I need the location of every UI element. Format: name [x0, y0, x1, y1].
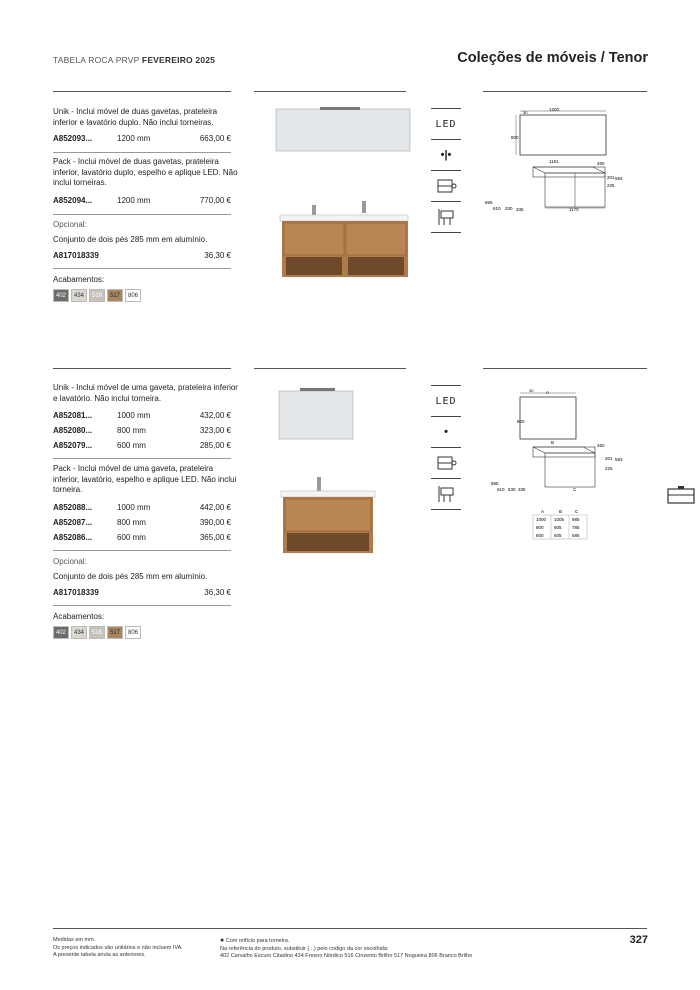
- shelf-right: [348, 257, 404, 275]
- divider: [53, 268, 231, 269]
- divider: [53, 550, 231, 551]
- product-price: 770,00 €: [199, 196, 231, 205]
- optional-description: Conjunto de dois pés 285 mm em alumínio.: [53, 235, 208, 244]
- product-row: [53, 588, 231, 597]
- product-row: [53, 134, 231, 143]
- catalog-header: [53, 55, 215, 65]
- swatch-516: 516: [89, 289, 105, 302]
- product-row: [53, 411, 231, 420]
- finishes-label: Acabamentos:: [53, 612, 105, 621]
- svg-text:335: 335: [516, 207, 524, 212]
- product-price: 663,00 €: [199, 134, 231, 143]
- svg-text:785: 785: [572, 525, 580, 530]
- svg-text:1200: 1200: [549, 107, 560, 112]
- svg-text:1005: 1005: [554, 517, 565, 522]
- product-code: A817018339: [53, 251, 99, 260]
- product-row: [53, 533, 231, 542]
- product-size: 600 mm: [117, 441, 146, 450]
- footer-notes: Medidas em mm. Os preços indicados são unitários e não incluem IVA. A presente tabela anula as anteriores.: [53, 937, 183, 958]
- divider: [53, 91, 231, 92]
- swatch-402: 402: [53, 289, 69, 302]
- product-price: 285,00 €: [199, 441, 231, 450]
- divider: [483, 368, 647, 369]
- svg-text:585: 585: [572, 533, 580, 538]
- product-image-double-vanity: [270, 105, 415, 280]
- product-row: [53, 503, 231, 512]
- product-row: [53, 441, 231, 450]
- single-tap-hole-icon: •: [431, 416, 461, 447]
- svg-text:A: A: [541, 509, 545, 514]
- product-code: A852079...: [53, 441, 93, 450]
- product-code: A817018339: [53, 588, 99, 597]
- product-size: 1200 mm: [117, 196, 151, 205]
- svg-text:B: B: [551, 440, 555, 445]
- pack-description: Pack - Inclui móvel de duas gavetas, prateleira inferior, lavatório duplo, espelho e aplique LED. Não inclui torneiras.: [53, 157, 238, 187]
- svg-text:460: 460: [597, 443, 605, 448]
- catalog-date: FEVEREIRO 2025: [141, 55, 216, 65]
- svg-text:C: C: [573, 487, 577, 492]
- led-light: [320, 107, 360, 110]
- tap-hole-bullet-icon: ●: [220, 937, 225, 944]
- faucet: [317, 477, 321, 491]
- divider: [483, 91, 647, 92]
- product-price: 442,00 €: [199, 503, 231, 512]
- swatch-806: 806: [125, 289, 141, 302]
- product-code: A852094...: [53, 196, 93, 205]
- svg-text:225: 225: [605, 466, 613, 471]
- product-code: A852086...: [53, 533, 93, 542]
- finish-swatches: [53, 626, 141, 639]
- led-icon: LED: [431, 385, 461, 416]
- svg-text:225: 225: [607, 183, 615, 188]
- svg-text:605: 605: [554, 533, 562, 538]
- shelf-left: [286, 257, 342, 275]
- swatch-516: 516: [89, 626, 105, 639]
- swatch-402: 402: [53, 626, 69, 639]
- svg-text:201: 201: [605, 456, 613, 461]
- divider: [53, 605, 231, 606]
- product-price: 36,30 €: [204, 588, 231, 597]
- page-number: 327: [629, 934, 648, 946]
- divider: [53, 458, 231, 459]
- feature-icons: [431, 108, 461, 233]
- page-title: Coleções de móveis / Tenor: [457, 50, 648, 66]
- feature-icons: [431, 385, 461, 510]
- svg-text:865: 865: [491, 481, 499, 486]
- pack-description: Pack - Inclui móvel de uma gaveta, prateleira inferior, lavatório, espelho e aplique LED. Não inclui torneira.: [53, 464, 237, 494]
- svg-text:460: 460: [597, 161, 605, 166]
- dimension-table: [533, 509, 587, 539]
- svg-text:600: 600: [536, 533, 544, 538]
- drawing-mirror: [520, 115, 606, 155]
- divider: [254, 368, 406, 369]
- drawer-icon: [431, 447, 461, 478]
- mirror: [276, 109, 410, 151]
- product-image-single-vanity: [275, 385, 385, 565]
- wall-hung-icon: [431, 201, 461, 233]
- divider: [53, 368, 231, 369]
- wall-hung-icon: [431, 478, 461, 510]
- svg-text:A: A: [546, 390, 550, 395]
- swatch-517: 517: [107, 626, 123, 639]
- product-size: 800 mm: [117, 518, 146, 527]
- svg-text:985: 985: [572, 517, 580, 522]
- optional-description: Conjunto de dois pés 285 mm em alumínio.: [53, 572, 208, 581]
- product-code: A852080...: [53, 426, 93, 435]
- footer-divider: [53, 928, 647, 929]
- svg-text:610: 610: [497, 487, 505, 492]
- product-row: [53, 426, 231, 435]
- product-row: [53, 196, 231, 205]
- svg-text:330: 330: [505, 206, 513, 211]
- led-light: [300, 388, 335, 391]
- divider: [53, 152, 231, 153]
- svg-text:583: 583: [615, 176, 623, 181]
- product-row: [53, 251, 231, 260]
- drawer: [285, 499, 371, 531]
- swatch-806: 806: [125, 626, 141, 639]
- product-price: 323,00 €: [199, 426, 231, 435]
- product-price: 36,30 €: [204, 251, 231, 260]
- product-code: A852081...: [53, 411, 93, 420]
- optional-label: Opcional:: [53, 220, 87, 229]
- product-code: A852087...: [53, 518, 93, 527]
- swatch-434: 434: [71, 626, 87, 639]
- product-size: 1000 mm: [117, 503, 151, 512]
- svg-text:335: 335: [518, 487, 526, 492]
- svg-text:30: 30: [523, 110, 528, 115]
- cabinet-section-icon: [666, 485, 696, 507]
- svg-text:530: 530: [508, 487, 516, 492]
- product-size: 600 mm: [117, 533, 146, 542]
- double-tap-hole-icon: •|•: [431, 139, 461, 170]
- product-size: 1000 mm: [117, 411, 151, 420]
- svg-text:800: 800: [536, 525, 544, 530]
- svg-text:610: 610: [493, 206, 501, 211]
- technical-drawing-1: [483, 105, 648, 220]
- unik-description: Unik - Inclui móvel de duas gavetas, prateleira inferior e lavatório duplo. Não inclui torneiras.: [53, 107, 218, 127]
- led-icon: LED: [431, 108, 461, 139]
- svg-text:1151: 1151: [549, 159, 559, 164]
- swatch-517: 517: [107, 289, 123, 302]
- washbasin: [281, 491, 375, 497]
- svg-text:800: 800: [517, 419, 525, 424]
- finish-swatches: [53, 289, 141, 302]
- mirror: [279, 391, 353, 439]
- catalog-name: TABELA ROCA PRVP: [53, 55, 140, 65]
- product-price: 390,00 €: [199, 518, 231, 527]
- unik-description: Unik - Inclui móvel de uma gaveta, prateleira inferior e lavatório. Não inclui torneira.: [53, 383, 238, 403]
- svg-text:C: C: [575, 509, 579, 514]
- product-price: 432,00 €: [199, 411, 231, 420]
- finishes-label: Acabamentos:: [53, 275, 105, 284]
- divider: [254, 91, 406, 92]
- divider: [53, 214, 231, 215]
- svg-text:805: 805: [554, 525, 562, 530]
- svg-text:201: 201: [607, 175, 615, 180]
- faucet-right: [362, 201, 366, 213]
- shelf: [287, 533, 369, 551]
- svg-text:30: 30: [529, 388, 534, 393]
- svg-text:800: 800: [511, 135, 519, 140]
- drawing-mirror: [520, 397, 576, 439]
- product-size: 1200 mm: [117, 134, 151, 143]
- svg-text:1000: 1000: [536, 517, 547, 522]
- optional-label: Opcional:: [53, 557, 87, 566]
- svg-text:865: 865: [485, 200, 493, 205]
- drawer-right: [346, 223, 406, 255]
- product-row: [53, 518, 231, 527]
- footer-legend: ● Com orifício para torneira. Na referência do produto, substituir (...) pelo codigo da cor escolhida: 402 Carvalho Escuro Citadino 434 Fresno Nórdico 516 Cinzento Brilho 517 Nogueira 806 Branco Brilho: [220, 937, 473, 959]
- washbasin: [280, 215, 408, 221]
- product-code: A852088...: [53, 503, 93, 512]
- swatch-434: 434: [71, 289, 87, 302]
- technical-drawing-2: [483, 385, 648, 545]
- drawer-left: [284, 223, 344, 255]
- product-code: A852093...: [53, 134, 93, 143]
- product-price: 365,00 €: [199, 533, 231, 542]
- svg-text:B: B: [559, 509, 563, 514]
- drawer-icon: [431, 170, 461, 201]
- product-size: 800 mm: [117, 426, 146, 435]
- svg-text:1170: 1170: [569, 207, 579, 212]
- svg-text:583: 583: [615, 457, 623, 462]
